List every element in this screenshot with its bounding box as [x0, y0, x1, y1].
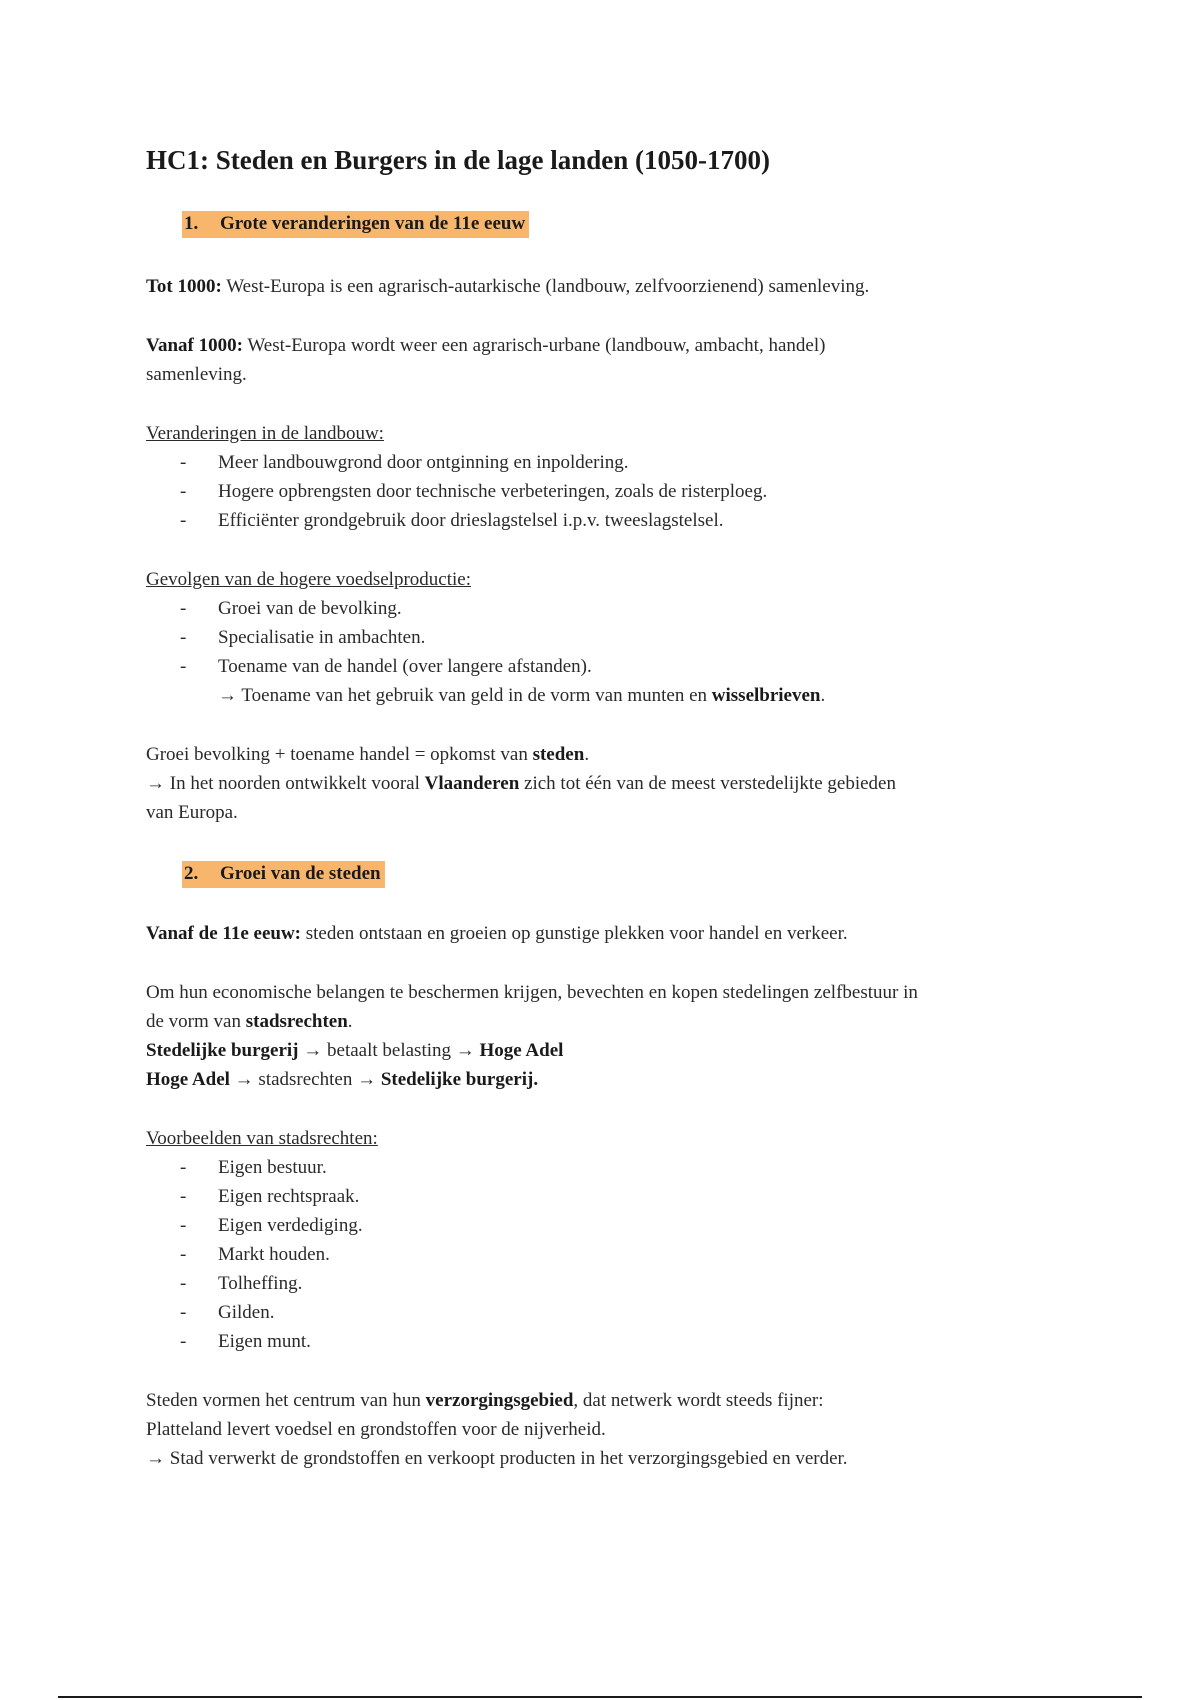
list-item-text: Toename van de handel (over langere afstanden). [218, 656, 592, 677]
list-item [180, 1327, 311, 1356]
list-item [180, 477, 767, 506]
paragraph-text: Groei bevolking + toename handel = opkomst van [146, 744, 533, 765]
paragraph-belangen: Om hun economische belangen te beschermen krijgen, bevechten en kopen stedelingen zelfbestuur in [146, 982, 918, 1003]
subheading-gevolgen: Gevolgen van de hogere voedselproductie: [146, 569, 471, 590]
paragraph-text: Steden vormen het centrum van hun [146, 1390, 426, 1411]
paragraph-tot-1000 [146, 272, 869, 301]
list-item [180, 1269, 302, 1298]
paragraph-text: West-Europa is een agrarisch-autarkische (landbouw, zelfvoorzienend) samenleving. [221, 276, 870, 297]
paragraph-stad: → Stad verwerkt de grondstoffen en verkoopt producten in het verzorgingsgebied en verder. [146, 1448, 848, 1469]
paragraph-vanaf-1000 [146, 331, 825, 360]
bullet-dash: - [180, 1186, 187, 1207]
list-item-text: Eigen munt. [218, 1331, 311, 1352]
paragraph-text: de vorm van [146, 1011, 246, 1032]
list-item-text: Meer landbouwgrond door ontginning en inpoldering. [218, 452, 629, 473]
section-number: 2. [184, 863, 199, 884]
paragraph-bold: verzorgingsgebied [425, 1390, 574, 1411]
term-label: Vanaf de 11e eeuw: [146, 923, 301, 944]
bullet-dash: - [180, 1273, 187, 1294]
list-item [180, 1211, 363, 1240]
paragraph-vanaf-11e-eeuw [146, 919, 848, 948]
paragraph-text: zich tot één van de meest verstedelijkte gebieden [519, 773, 896, 794]
list-item [180, 594, 402, 623]
paragraph-text: → In het noorden ontwikkelt vooral [146, 773, 425, 794]
list-item-text: Hogere opbrengsten door technische verbeteringen, zoals de risterploeg. [218, 481, 768, 502]
list-item [180, 623, 425, 652]
paragraph-platteland: Platteland levert voedsel en grondstoffen voor de nijverheid. [146, 1419, 606, 1440]
bullet-dash: - [180, 1302, 187, 1323]
term-label: Tot 1000: [146, 276, 222, 297]
paragraph-bold: stadsrechten [245, 1011, 348, 1032]
term-label: Vanaf 1000: [146, 335, 243, 356]
list-item [180, 506, 723, 535]
bullet-dash: - [180, 598, 187, 619]
bullet-dash: - [180, 627, 187, 648]
list-item-text: Tolheffing. [218, 1273, 303, 1294]
paragraph-centrum [146, 1386, 824, 1415]
section-number: 1. [184, 213, 199, 234]
paragraph-text: West-Europa wordt weer een agrarisch-urbane (landbouw, ambacht, handel) [242, 335, 826, 356]
list-item [180, 1182, 359, 1211]
bullet-dash: - [180, 1244, 187, 1265]
flow-arrow-text: → stadsrechten → [229, 1069, 381, 1090]
list-item-text: Eigen verdediging. [218, 1215, 363, 1236]
bullet-dash: - [180, 1157, 187, 1178]
list-item-text: Specialisatie in ambachten. [218, 627, 426, 648]
bullet-dash: - [180, 510, 187, 531]
subnote-text: → Toename van het gebruik van geld in de vorm van munten en [218, 685, 712, 706]
list-item [180, 1298, 274, 1327]
flow-term: Stedelijke burgerij [146, 1040, 299, 1061]
list-item [180, 1240, 330, 1269]
paragraph-end: , dat netwerk wordt steeds fijner: [573, 1390, 824, 1411]
paragraph-groei [146, 740, 589, 769]
list-item [180, 448, 629, 477]
paragraph-belangen-cont [146, 1007, 353, 1036]
bullet-dash: - [180, 1331, 187, 1352]
subheading-landbouw: Veranderingen in de landbouw: [146, 423, 384, 444]
list-item-subnote [218, 681, 825, 710]
page-title: HC1: Steden en Burgers in de lage landen (1050-1700) [146, 145, 770, 175]
section-heading-1 [182, 211, 529, 238]
section-heading-2 [182, 861, 385, 888]
flow-term: Stedelijke burgerij. [380, 1069, 539, 1090]
paragraph-noorden [146, 769, 896, 798]
bullet-dash: - [180, 656, 187, 677]
footer-rule [58, 1696, 1142, 1698]
list-item-text: Groei van de bevolking. [218, 598, 402, 619]
bullet-dash: - [180, 1215, 187, 1236]
subheading-voorbeelden: Voorbeelden van stadsrechten: [146, 1128, 378, 1149]
bullet-dash: - [180, 452, 187, 473]
list-item [180, 1153, 327, 1182]
flow-arrow-text: → betaalt belasting → [298, 1040, 480, 1061]
paragraph-text: steden ontstaan en groeien op gunstige plekken voor handel en verkeer. [301, 923, 848, 944]
subnote-bold: wisselbrieven [711, 685, 821, 706]
paragraph-bold: steden [532, 744, 585, 765]
flow-line-1 [146, 1036, 563, 1065]
list-item [180, 652, 592, 681]
flow-term: Hoge Adel [479, 1040, 564, 1061]
section-title: Grote veranderingen van de 11e eeuw [220, 213, 526, 234]
paragraph-end: . [584, 744, 590, 765]
bullet-dash: - [180, 481, 187, 502]
list-item-text: Efficiënter grondgebruik door drieslagstelsel i.p.v. tweeslagstelsel. [218, 510, 724, 531]
list-item-text: Markt houden. [218, 1244, 330, 1265]
list-item-text: Eigen bestuur. [218, 1157, 327, 1178]
paragraph-noorden-cont: van Europa. [146, 802, 238, 823]
subnote-end: . [820, 685, 826, 706]
section-title: Groei van de steden [220, 863, 381, 884]
paragraph-end: . [347, 1011, 353, 1032]
list-item-text: Eigen rechtspraak. [218, 1186, 360, 1207]
flow-term: Hoge Adel [146, 1069, 230, 1090]
flow-line-2 [146, 1065, 538, 1094]
paragraph-vanaf-1000-cont: samenleving. [146, 364, 247, 385]
list-item-text: Gilden. [218, 1302, 275, 1323]
paragraph-bold: Vlaanderen [424, 773, 520, 794]
